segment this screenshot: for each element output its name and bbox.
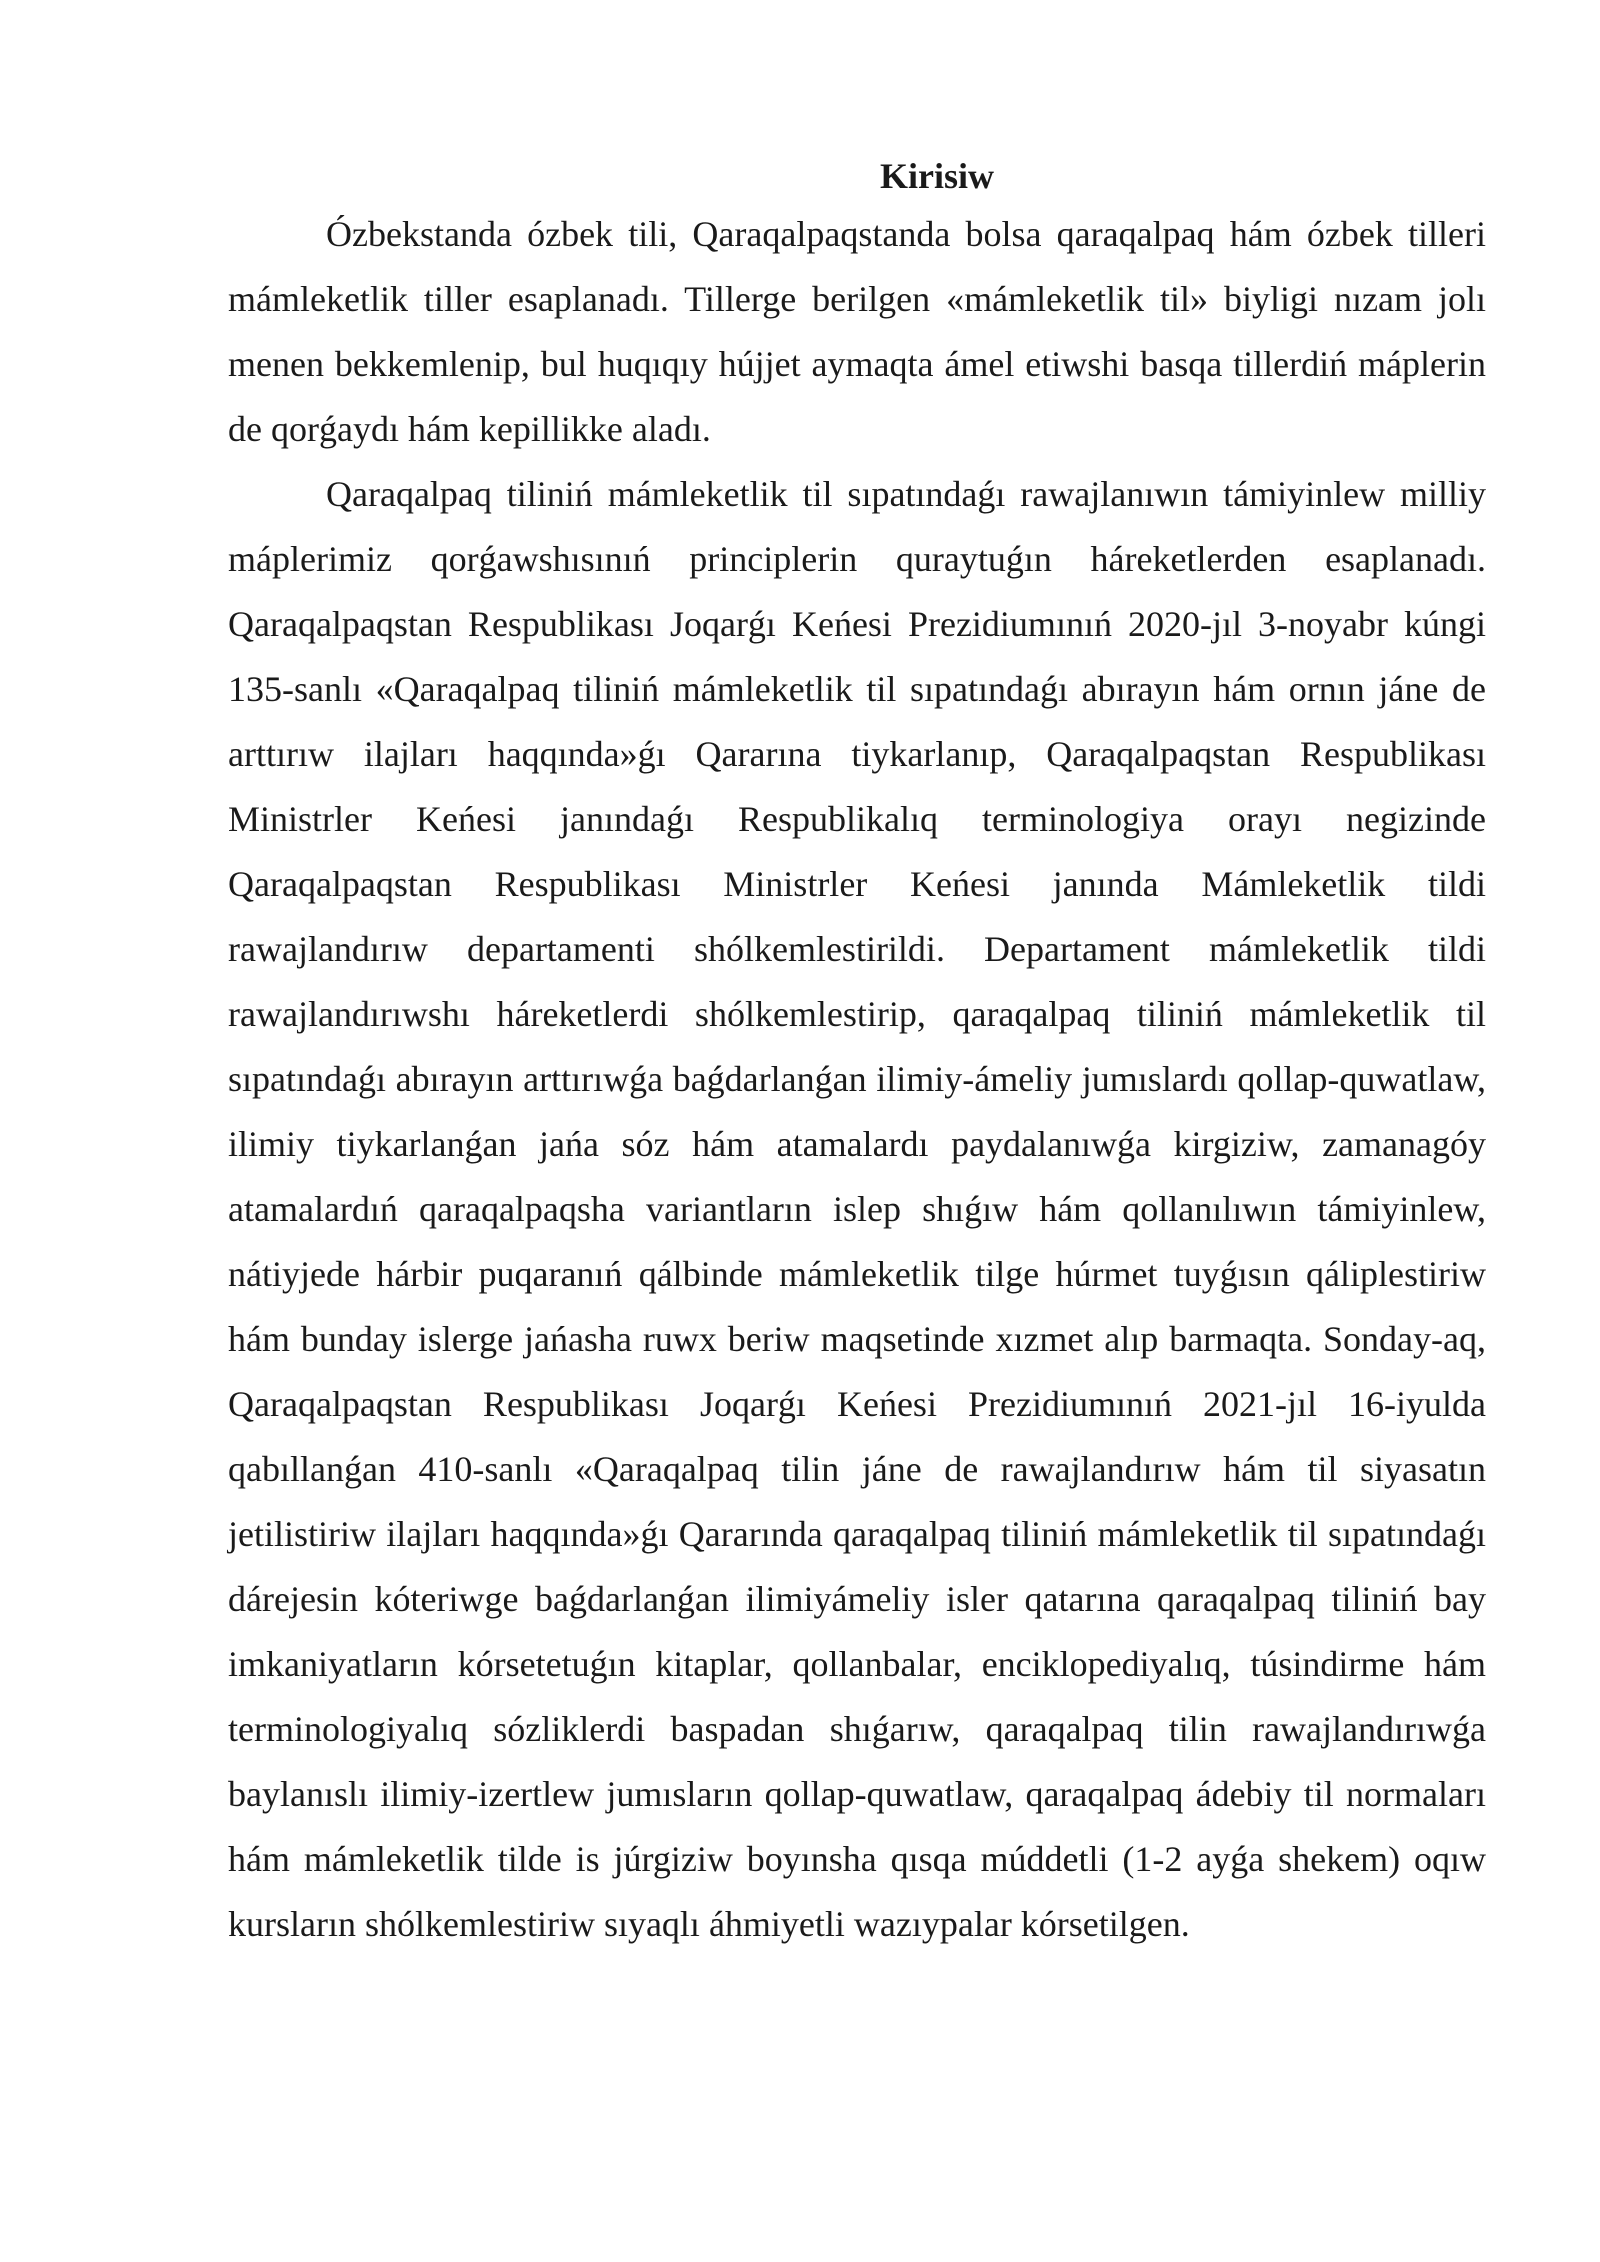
document-body [228, 150, 1486, 1957]
document-title: Kirisiw [880, 156, 994, 196]
paragraph-1: Ózbekstanda ózbek tili, Qaraqalpaqstanda bolsa qaraqalpaq hám ózbek tilleri mámleketlik tiller esaplanadı. Tillerge berilgen «mámleketlik til» biyligi nızam jolı menen bekkemlenip, bul huqıqıy hújjet aymaqta ámel etiwshi basqa tillerdiń máplerin de qorǵaydı hám kepillikke aladı. [228, 214, 1486, 449]
paragraph-2: Qaraqalpaq tiliniń mámleketlik til sıpatındaǵı rawajlanıwın támiyinlew milliy máplerimiz qorǵawshısınıń principlerin quraytuǵın háreketlerden esaplanadı. Qaraqalpaqstan Respublikası Joqarǵı Keńesi Prezidiumınıń 2020-jıl 3-noyabr kúngi 135-sanlı «Qaraqalpaq tiliniń mámleketlik til sıpatındaǵı abırayın hám ornın jáne de arttırıw ilajları haqqında»ǵı Qararına tiykarlanıp, Qaraqalpaqstan Respublikası Ministrler Keńesi janındaǵı Respublikalıq terminologiya orayı negizinde Qaraqalpaqstan Respublikası Ministrler Keńesi janında Mámleketlik tildi rawajlandırıw departamenti shólkemlestirildi. Departament mámleketlik tildi rawajlandırıwshı háreketlerdi shólkemlestirip, qaraqalpaq tiliniń mámleketlik til sıpatındaǵı abırayın arttırıwǵa baǵdarlanǵan ilimiy-ámeliy jumıslardı qollap-quwatlaw, ilimiy tiykarlanǵan jańa sóz hám atamalardı paydalanıwǵa kirgiziw, zamanagóy atamalardıń qaraqalpaqsha variantların islep shıǵıw hám qollanılıwın támiyinlew, nátiyjede hárbir puqaranıń qálbinde mámleketlik tilge húrmet tuyǵısın qáliplestiriw hám bunday islerge jańasha ruwx beriw maqsetinde xızmet alıp barmaqta. Sonday-aq, Qaraqalpaqstan Respublikası Joqarǵı Keńesi Prezidiumınıń 2021-jıl 16-iyulda qabıllanǵan 410-sanlı «Qaraqalpaq tilin jáne de rawajlandırıw hám til siyasatın jetilistiriw ilajları haqqında»ǵı Qararında qaraqalpaq tiliniń mámleketlik til sıpatındaǵı dárejesin kóteriwge baǵdarlanǵan ilimiyámeliy isler qatarına qaraqalpaq tiliniń bay imkaniyatların kórsetetuǵın kitaplar, qollanbalar, enciklopediyalıq, túsindirme hám terminologiyalıq sózliklerdi baspadan shıǵarıw, qaraqalpaq tilin rawajlandırıwǵa baylanıslı ilimiy-izertlew jumısların qollap-quwatlaw, qaraqalpaq ádebiy til normaları hám mámleketlik tilde is júrgiziw boyınsha qısqa múddetli (1-2 ayǵa shekem) oqıw kursların shólkemlestiriw sıyaqlı áhmiyetli wazıypalar kórsetilgen. [228, 474, 1486, 1944]
